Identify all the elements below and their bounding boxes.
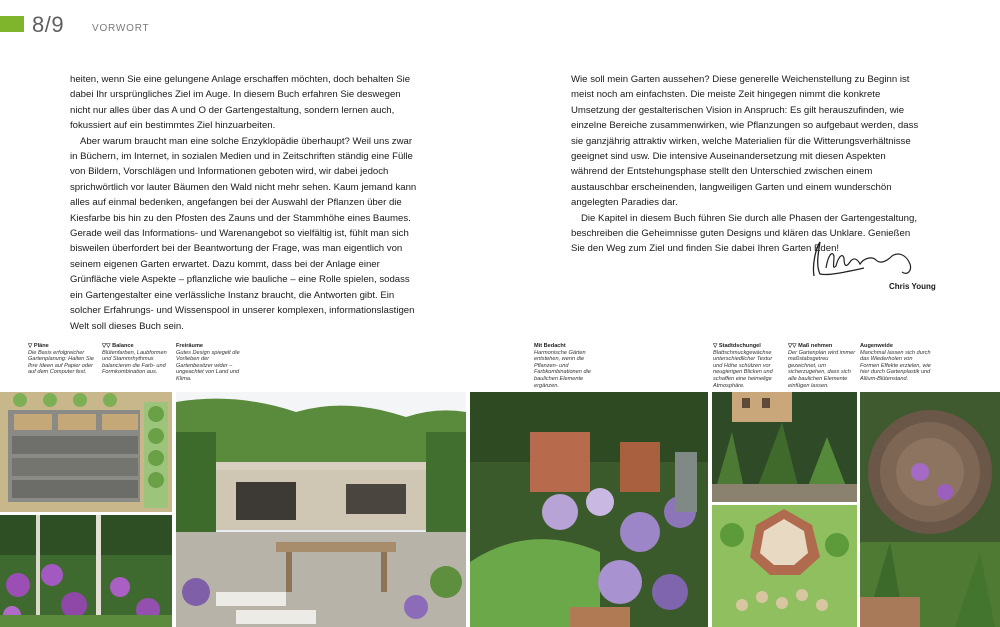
allium-border-image xyxy=(0,515,172,627)
caption-title: Freiräume xyxy=(176,343,204,349)
paragraph: heiten, wenn Sie eine gelungene Anlage erschaffen möchten, doch behalten Sie dabei Ihr ursprüngliches Ziel im Auge. In diesem Buch erfahren Sie deswegen nicht nur alles über das A und O der Gartengestaltung, sondern lernen auch, fokussiert auf ein bestimmtes Ziel hinzuarbeiten. xyxy=(70,74,411,132)
caption-body: Harmonische Gärten entstehen, wenn die Pflanzen- und Farbkombinationen die baulichen Elemente ergänzen. xyxy=(534,349,591,389)
harmonious-garden-image xyxy=(470,392,708,627)
caption-title: ▽▽ Balance xyxy=(102,343,134,349)
caption-title: Mit Bedacht xyxy=(534,343,566,349)
caption-mit-bedacht xyxy=(534,343,604,389)
caption-body: Blattschmuckgewächse unterschiedlicher Textur und Höhe schützen vor neugierigen Blicken und schaffen eine heimelige Atmosphäre. xyxy=(713,349,773,389)
measured-plan-image xyxy=(712,505,857,627)
caption-balance xyxy=(102,343,170,376)
caption-body: Die Basis erfolgreicher Gartenplanung: Halten Sie Ihre Ideen auf Papier oder auf dem Computer fest. xyxy=(28,349,94,376)
garden-plan-image xyxy=(0,392,172,512)
city-jungle-image xyxy=(712,392,857,502)
signature-image xyxy=(806,236,918,280)
caption-augenweide xyxy=(860,343,932,383)
page-number: 8/9 xyxy=(32,12,65,37)
caption-stadtdschungel xyxy=(713,343,783,389)
paragraph: Wie soll mein Garten aussehen? Diese generelle Weichenstellung zu Beginn ist meist noch am einfachsten. Die meiste Zeit hingegen nimmt die konkrete Umsetzung der gestalterischen Vision in Anspruch: Es gilt herauszufinden, wie einzelne Bereiche zusammenwirken, wie Pflanzungen so aufgebaut werden, dass sie ganzjährig attraktiv wirken, welche Materialien für die Witterungsverhältnisse geeignet sind usw. Die intensive Auseinandersetzung mit diesen Aspekten während der Entstehungsphase stellt den Unterschied zwischen einem austauschbar erscheinenden, langweiligen Garten und einem wunderschön angelegten Paradies dar. xyxy=(571,74,919,209)
right-text-column xyxy=(571,72,923,257)
caption-plaene xyxy=(28,343,98,376)
pergola-terrace-image xyxy=(176,392,466,627)
caption-freiraeume xyxy=(176,343,244,383)
caption-body: Gutes Design spiegelt die Vorlieben der Gartenbesitzer wider – ungeachtet von Land und Klima. xyxy=(176,349,240,382)
accent-bar xyxy=(0,16,24,32)
left-text-column xyxy=(70,72,422,334)
caption-body: Manchmal lassen sich durch das Wiederholen von Formen Effekte erzielen, wie hier durch Gartenplastik und Allium-Blütenstand. xyxy=(860,349,931,382)
caption-body: Der Gartenplan wird immer maßstabsgetreu gezeichnet, um sicherzugehen, dass sich alle baulichen Elemente einfügen lassen. xyxy=(788,349,856,389)
caption-title: ▽ Stadtdschungel xyxy=(713,343,761,349)
caption-title: ▽ Pläne xyxy=(28,343,49,349)
page-header xyxy=(0,0,300,40)
paragraph: Die Kapitel in diesem Buch führen Sie durch alle Phasen der Gartengestaltung, beschreiben die Geheimnisse guten Designs und klären das Unklare. Genießen Sie den Weg zum Ziel und finden Sie dabei Ihren Garten Eden! xyxy=(571,212,917,255)
caption-title: ▽▽ Maß nehmen xyxy=(788,343,833,349)
paragraph: Aber warum braucht man eine solche Enzyklopädie überhaupt? Weil uns zwar in Büchern, im Internet, in sozialen Medien und in Zeitschriften ständig eine Fülle von Bildern, Vorschlägen und Informationen geboten wird, wir dabei jedoch sprichwörtlich vor lauter Bäumen den Wald nicht mehr sehen. Kaum jemand kann alles auf einmal bedenken, angefangen bei der Auswahl der Pflanzen über die Kiesfarbe bis hin zu den Pfosten des Zauns und der Stammhöhe eines Baumes. Gerade weil das Informations- und Warenangebot so vielfältig ist, fühlt man sich bisweilen überfordert bei der Beantwortung der Frage, was man eigentlich von seinem eigenen Garten erwartet. Dazu kommt, dass bei der Anlage einer Grünfläche viele Aspekte – pflanzliche wie bauliche – eine Rolle spielen, sodass ein Gartengestalter eine verlässliche Instanz braucht, die Antworten gibt. Ein solcher Erfahrungs- und Wissenspool in unserer komplexen, informationslastigen Welt soll dieses Buch sein. xyxy=(70,135,417,332)
sculpture-allium-image xyxy=(860,392,1000,627)
caption-mass-nehmen xyxy=(788,343,858,389)
section-title: VORWORT xyxy=(92,23,150,34)
caption-title: Augenweide xyxy=(860,343,893,349)
caption-body: Blütenfarben, Laubformen und Stammrhythmus balancieren die Farb- und Formkombination aus. xyxy=(102,349,167,376)
author-name: Chris Young xyxy=(889,282,936,291)
